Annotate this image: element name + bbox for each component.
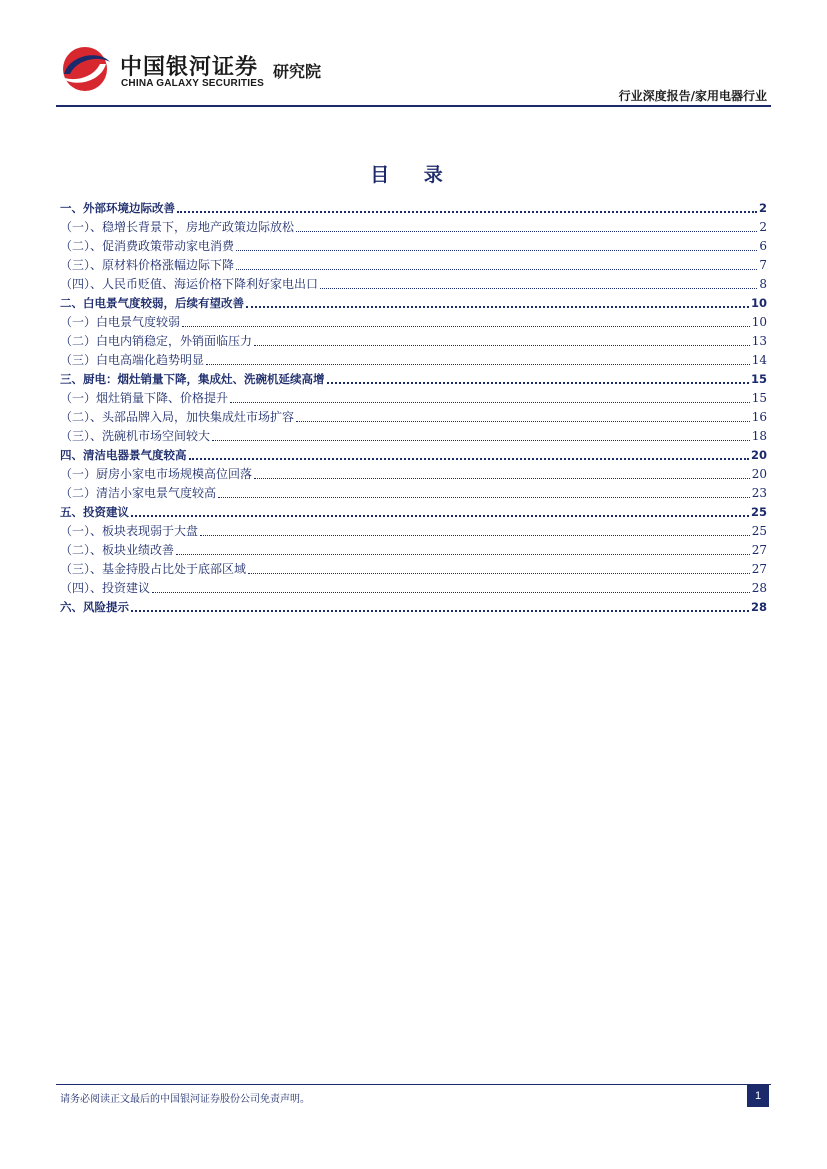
toc-leader-dots	[131, 515, 749, 517]
toc-entry-label: 二、白电景气度较弱，后续有望改善	[60, 296, 244, 310]
toc-entry[interactable]	[60, 389, 767, 408]
table-of-contents	[60, 199, 767, 617]
toc-entry-page: 2	[758, 201, 767, 215]
toc-leader-dots	[212, 440, 750, 441]
toc-entry[interactable]	[60, 541, 767, 560]
toc-entry-label: （四）、人民币贬值、海运价格下降利好家电出口	[60, 277, 319, 291]
toc-entry-label: （三）、基金持股占比处于底部区域	[60, 562, 247, 576]
toc-entry-label: 四、清洁电器景气度较高	[60, 448, 187, 462]
toc-entry-page: 15	[751, 391, 767, 405]
toc-entry-label: （二）白电内销稳定，外销面临压力	[60, 334, 253, 348]
toc-entry[interactable]	[60, 351, 767, 370]
toc-entry-label: （三）、洗碗机市场空间较大	[60, 429, 211, 443]
toc-entry[interactable]	[60, 579, 767, 598]
toc-leader-dots	[254, 478, 750, 479]
page-number: 1	[747, 1085, 769, 1107]
toc-leader-dots	[176, 554, 750, 555]
toc-leader-dots	[296, 421, 750, 422]
toc-leader-dots	[206, 364, 750, 365]
toc-entry-page: 7	[759, 258, 767, 272]
toc-entry[interactable]	[60, 256, 767, 275]
toc-entry[interactable]	[60, 332, 767, 351]
brand-name-en: CHINA GALAXY SECURITIES	[121, 78, 264, 89]
toc-entry-page: 25	[751, 524, 767, 538]
toc-leader-dots	[218, 497, 750, 498]
toc-leader-dots	[248, 573, 750, 574]
toc-entry[interactable]	[60, 465, 767, 484]
toc-entry[interactable]	[60, 427, 767, 446]
toc-entry-page: 6	[759, 239, 767, 253]
toc-leader-dots	[320, 288, 757, 289]
toc-entry-page: 28	[750, 600, 767, 614]
toc-entry-page: 27	[751, 543, 767, 557]
toc-entry-label: （三）、原材料价格涨幅边际下降	[60, 258, 235, 272]
toc-entry-page: 20	[750, 448, 767, 462]
report-type: 行业深度报告/家用电器行业	[618, 89, 767, 103]
toc-entry-page: 13	[751, 334, 767, 348]
toc-entry-page: 2	[759, 220, 767, 234]
toc-entry-label: 三、厨电：烟灶销量下降，集成灶、洗碗机延续高增	[60, 372, 325, 386]
toc-leader-dots	[254, 345, 750, 346]
toc-leader-dots	[152, 592, 750, 593]
toc-entry-label: （二）、促消费政策带动家电消费	[60, 239, 235, 253]
toc-entry[interactable]	[60, 446, 767, 465]
toc-entry[interactable]	[60, 199, 767, 218]
toc-leader-dots	[200, 535, 750, 536]
toc-entry[interactable]	[60, 484, 767, 503]
toc-entry[interactable]	[60, 522, 767, 541]
toc-entry[interactable]	[60, 313, 767, 332]
toc-leader-dots	[230, 402, 750, 403]
brand-name-cn: 中国银河证券	[120, 55, 259, 80]
toc-entry[interactable]	[60, 598, 767, 617]
toc-leader-dots	[246, 306, 749, 308]
toc-entry-label: （二）清洁小家电景气度较高	[60, 486, 217, 500]
footer-disclaimer: 请务必阅读正文最后的中国银河证券股份公司免责声明。	[60, 1094, 310, 1105]
toc-leader-dots	[296, 231, 757, 232]
toc-leader-dots	[236, 250, 757, 251]
toc-entry-page: 20	[751, 467, 767, 481]
toc-entry[interactable]	[60, 560, 767, 579]
toc-entry[interactable]	[60, 370, 767, 389]
toc-leader-dots	[131, 610, 749, 612]
toc-entry-label: （一）、板块表现弱于大盘	[60, 524, 199, 538]
toc-entry[interactable]	[60, 218, 767, 237]
institute-label: 研究院	[273, 62, 322, 81]
toc-leader-dots	[177, 211, 757, 213]
toc-entry-page: 27	[751, 562, 767, 576]
toc-entry-label: （一）白电景气度较弱	[60, 315, 181, 329]
toc-entry-label: （二）、头部品牌入局，加快集成灶市场扩容	[60, 410, 295, 424]
toc-entry-page: 15	[750, 372, 767, 386]
toc-leader-dots	[182, 326, 750, 327]
toc-leader-dots	[189, 458, 749, 460]
toc-entry-page: 25	[750, 505, 767, 519]
toc-entry-page: 18	[751, 429, 767, 443]
toc-entry-page: 16	[751, 410, 767, 424]
toc-entry[interactable]	[60, 294, 767, 313]
toc-entry-label: 五、投资建议	[60, 505, 129, 519]
company-logo	[56, 44, 114, 94]
toc-entry-page: 10	[750, 296, 767, 310]
toc-entry-label: 六、风险提示	[60, 600, 129, 614]
toc-entry-label: （一）厨房小家电市场规模高位回落	[60, 467, 253, 481]
toc-entry-label: （二）、板块业绩改善	[60, 543, 175, 557]
toc-entry-page: 10	[751, 315, 767, 329]
toc-entry-label: （四）、投资建议	[60, 581, 151, 595]
toc-entry-label: 一、外部环境边际改善	[60, 201, 175, 215]
toc-leader-dots	[327, 382, 749, 384]
footer-divider	[56, 1084, 771, 1085]
toc-title: 目 录	[370, 164, 457, 186]
toc-entry-label: （一）烟灶销量下降、价格提升	[60, 391, 229, 405]
toc-entry[interactable]	[60, 237, 767, 256]
toc-entry-page: 23	[751, 486, 767, 500]
toc-entry-page: 28	[751, 581, 767, 595]
toc-entry-label: （一）、稳增长背景下，房地产政策边际放松	[60, 220, 295, 234]
toc-entry[interactable]	[60, 275, 767, 294]
toc-leader-dots	[236, 269, 757, 270]
toc-entry[interactable]	[60, 408, 767, 427]
toc-entry-label: （三）白电高端化趋势明显	[60, 353, 205, 367]
toc-entry-page: 14	[751, 353, 767, 367]
toc-entry[interactable]	[60, 503, 767, 522]
header-divider	[56, 105, 771, 107]
toc-entry-page: 8	[759, 277, 767, 291]
